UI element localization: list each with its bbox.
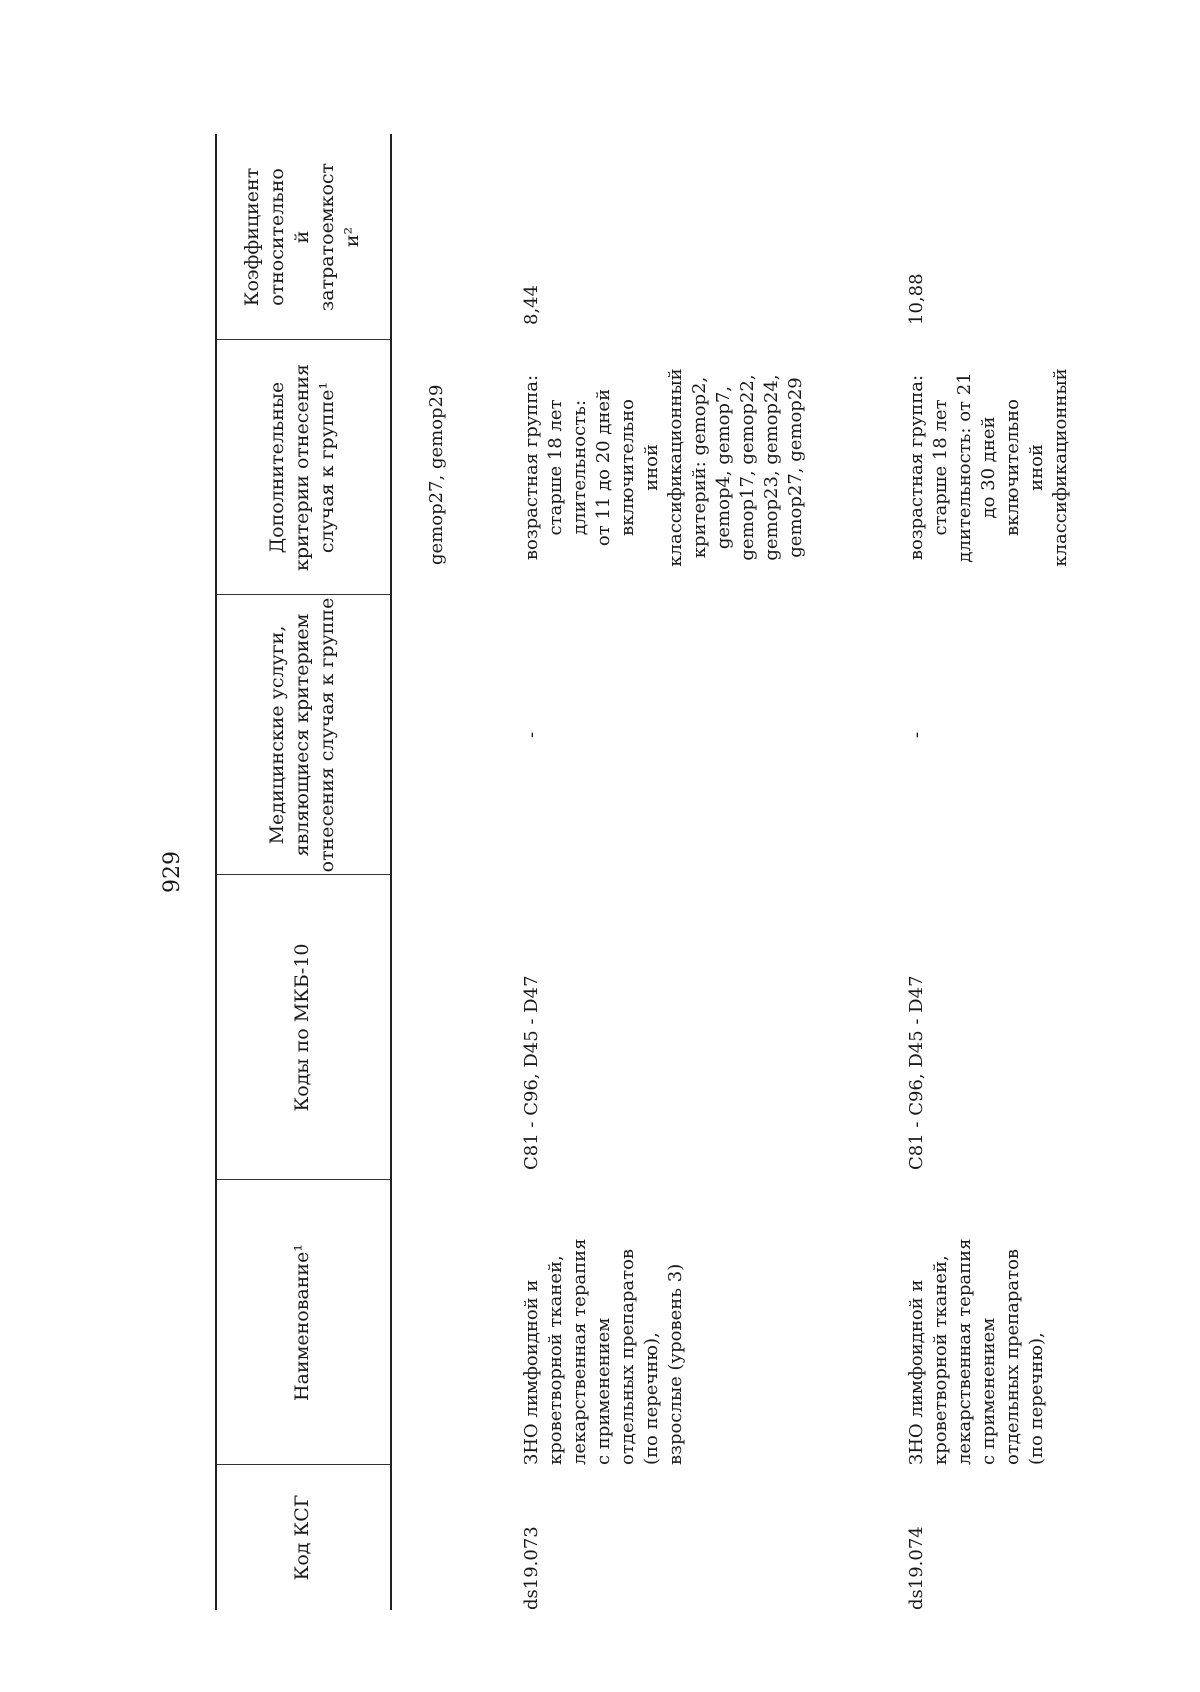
row-coef: 8,44 (521, 284, 542, 325)
row-services: - (521, 731, 542, 739)
header-criteria: Дополнительные критерии отнесения случая к группе¹ (266, 363, 338, 572)
row-coef: 10,88 (906, 273, 927, 325)
row-criteria: возрастная группа: старше 18 лет длительность: от 11 до 20 дней включительно иной классификационный критерий: gemop2, gemop4, gemop7, gemop17, gemop22, gemop23, gemop24, gemop27, gemop29 (521, 368, 806, 567)
page-number: 929 (160, 851, 185, 893)
header-services: Медицинские услуги, являющиеся критерием отнесения случая к группе (266, 597, 338, 873)
row-mkb: C81 - C96, D45 - D47 (906, 975, 927, 1170)
header-coef: Коэффициент относительно й затратоемкост и² (241, 162, 363, 312)
header-mkb: Коды по МКБ-10 (291, 943, 313, 1112)
carryover-criteria: gemop27, gemop29 (426, 384, 447, 565)
header-code: Код КСГ (291, 1494, 313, 1581)
row-code: ds19.074 (906, 1526, 927, 1610)
row-name: ЗНО лимфоидной и кроветворной тканей, лекарственная терапия с применением отдельных препаратов (по перечню), (906, 1238, 1047, 1465)
row-criteria: возрастная группа: старше 18 лет длительность: от 21 до 30 дней включительно иной классификационный (906, 368, 1071, 567)
header-bottom-rule (390, 134, 392, 1610)
header-name: Наименование¹ (291, 1244, 313, 1401)
row-services: - (906, 731, 927, 739)
row-mkb: C81 - C96, D45 - D47 (521, 975, 542, 1170)
row-code: ds19.073 (521, 1526, 542, 1610)
rotated-page (160, 134, 1150, 1610)
row-name: ЗНО лимфоидной и кроветворной тканей, лекарственная терапия с применением отдельных препаратов (по перечню), взрослые (уровень 3) (521, 1238, 686, 1465)
